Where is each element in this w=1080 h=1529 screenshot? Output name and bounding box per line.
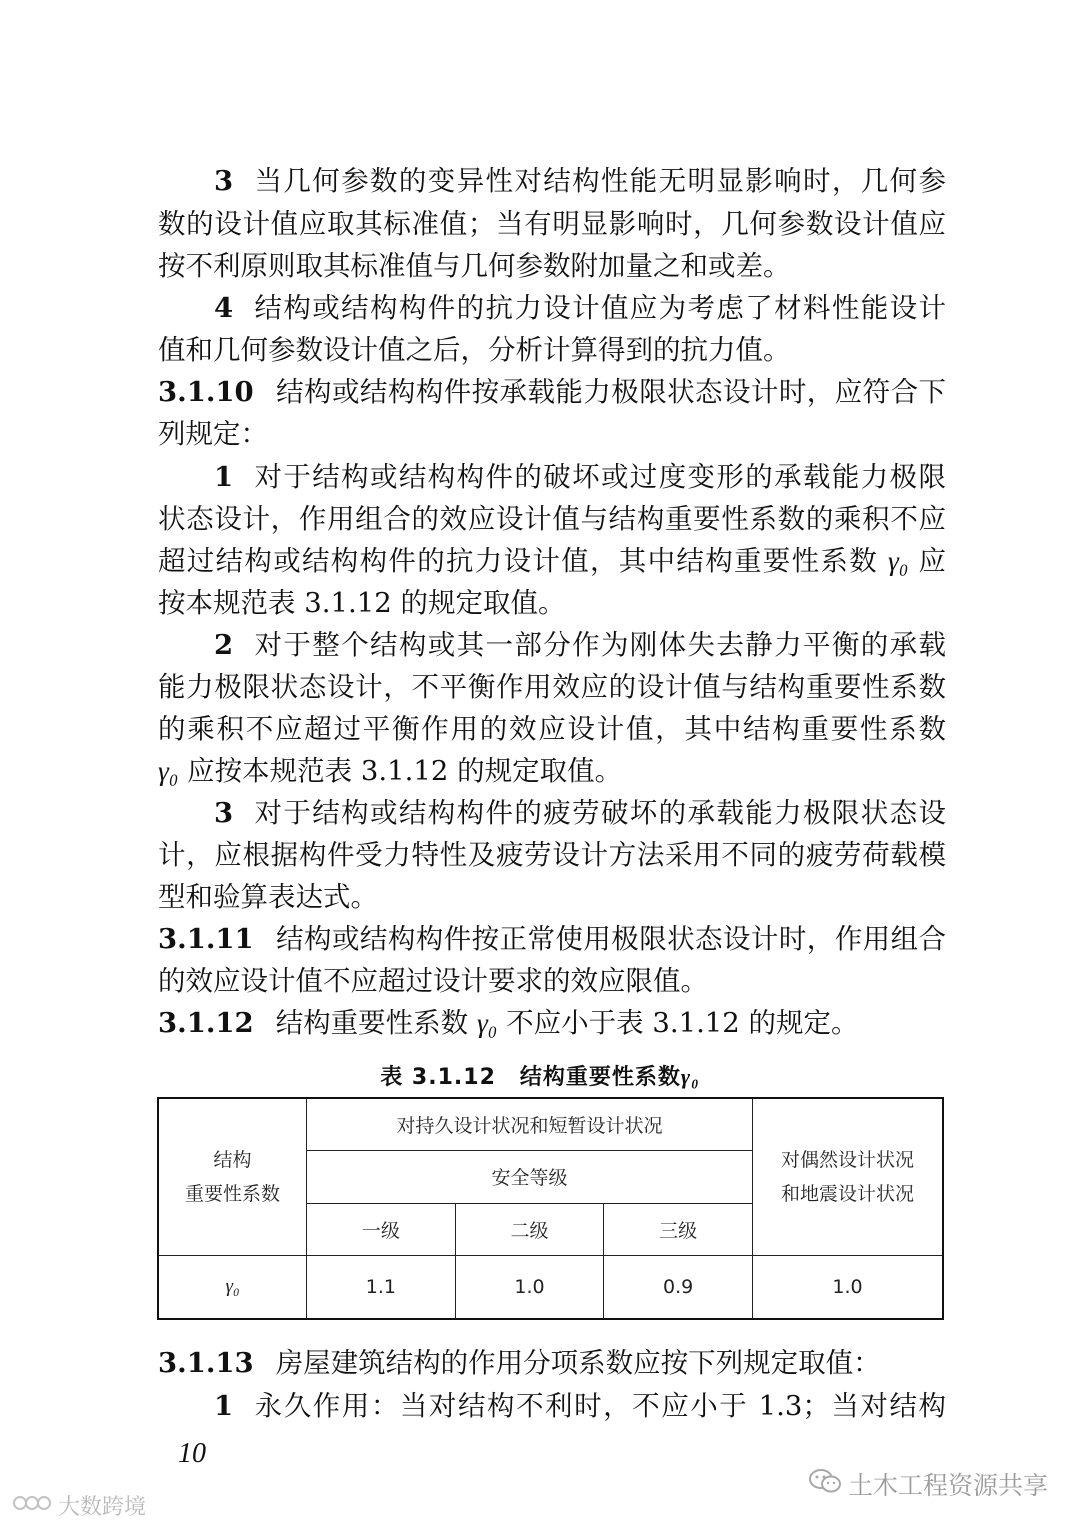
para-3-line-3: 按不利原则取其标准值与几何参数附加量之和或差。: [158, 250, 791, 282]
watermark-left-text: 大数跨境: [58, 1495, 147, 1520]
gamma-symbol: γ₀: [680, 1064, 700, 1089]
watermark-right-text: 土木工程资源共享: [847, 1471, 1048, 1500]
section-3-1-12-line-1: [158, 1002, 946, 1044]
para-3-line-1: [158, 160, 946, 202]
text: 结构或结构构件按正常使用极限状态设计时，作用组合: [275, 923, 946, 955]
logo-icon: [12, 1491, 52, 1521]
section-3-1-11-line-2: 的效应设计值不应超过设计要求的效应限值。: [158, 965, 708, 997]
table-header-row-1: [158, 1098, 943, 1150]
item-number: 1: [214, 461, 234, 493]
section-3-1-10-line-1: [158, 371, 946, 413]
grade-cell: 二级: [455, 1203, 604, 1255]
item-1-line-4: 按本规范表 3.1.12 的规定取值。: [158, 587, 566, 619]
text: 超过结构或结构构件的抗力设计值，其中结构重要性系数: [158, 545, 878, 577]
text: 房屋建筑结构的作用分项系数应按下列规定取值：: [275, 1347, 881, 1379]
item-number: 4: [214, 292, 234, 324]
item-1-line-3: [158, 540, 946, 582]
text: 对于结构或结构构件的疲劳破坏的承载能力极限状态设: [253, 797, 946, 829]
item-number: 3: [214, 797, 234, 829]
text: 结构或结构构件按承载能力极限状态设计时，应符合下: [275, 376, 946, 408]
item-2-line-3: 的乘积不应超过平衡作用的效应设计值，其中结构重要性系数: [158, 713, 946, 745]
item-2-line-4: [158, 750, 946, 792]
text: 对于结构或结构构件的破坏或过度变形的承载能力极限: [253, 461, 946, 493]
grade-cell: 一级: [307, 1203, 456, 1255]
section-3-1-13-line-1: [158, 1342, 946, 1384]
safety-header-cell: 安全等级: [307, 1150, 753, 1203]
value-cell: 1.1: [307, 1255, 456, 1319]
para-3-line-2: 数的设计值应取其标准值；当有明显影响时，几何参数设计值应: [158, 208, 946, 240]
text: 永久作用：当对结构不利时，不应小于 1.3；当对结构: [253, 1390, 946, 1422]
section-number: 3.1.10: [158, 376, 254, 408]
watermark-right: [808, 1466, 1048, 1502]
group-header-cell: 对持久设计状况和短暂设计状况: [307, 1098, 753, 1150]
table-caption: [0, 1060, 1080, 1091]
watermark-left: [12, 1490, 146, 1521]
text: 应: [918, 545, 946, 577]
row-header-cell: 结构 重要性系数: [158, 1098, 307, 1255]
section-number: 3.1.13: [158, 1347, 254, 1379]
row-label-cell: γ₀: [158, 1255, 307, 1319]
table-row: [158, 1255, 943, 1319]
value-cell: 1.0: [455, 1255, 604, 1319]
table-number: 表 3.1.12: [380, 1065, 496, 1090]
item-1-line-2: 状态设计，作用组合的效应设计值与结构重要性系数的乘积不应: [158, 503, 946, 535]
section-3-1-10-line-2: 列规定：: [158, 418, 268, 450]
section-number: 3.1.11: [158, 923, 254, 955]
section-number: 3.1.12: [158, 1007, 254, 1039]
para-4-line-1: [158, 287, 946, 329]
text: 结构或结构构件的抗力设计值应为考虑了材料性能设计: [253, 292, 946, 324]
item-3-line-3: 型和验算表达式。: [158, 881, 378, 913]
item-number: 1: [214, 1390, 234, 1422]
item-number: 2: [214, 629, 234, 661]
para-4-line-2: 值和几何参数设计值之后，分析计算得到的抗力值。: [158, 334, 791, 366]
item-number: 3: [214, 165, 234, 197]
gamma-symbol: γ₀: [888, 545, 909, 576]
gamma-symbol: γ₀: [158, 755, 179, 786]
text: 结构重要性系数: [275, 1007, 469, 1039]
item-3-line-1: [158, 792, 946, 834]
page-number: 10: [178, 1438, 206, 1469]
table-title: 结构重要性系数: [519, 1065, 681, 1090]
section-3-1-11-line-1: [158, 918, 946, 960]
value-cell: 1.0: [752, 1255, 943, 1319]
text: 对于整个结构或其一部分作为刚体失去静力平衡的承载: [253, 629, 946, 661]
value-cell: 0.9: [604, 1255, 753, 1319]
chat-bubble-icon: [808, 1467, 842, 1501]
item-2-line-2: 能力极限状态设计，不平衡作用效应的设计值与结构重要性系数: [158, 671, 946, 703]
text: 应按本规范表 3.1.12 的规定取值。: [187, 755, 623, 787]
importance-coefficient-table: [157, 1097, 944, 1320]
item-2-line-1: [158, 624, 946, 666]
item-1-permanent-line-1: [158, 1385, 946, 1427]
last-header-cell: 对偶然设计状况 和地震设计状况: [752, 1098, 943, 1255]
grade-cell: 三级: [604, 1203, 753, 1255]
item-3-line-2: 计，应根据构件受力特性及疲劳设计方法采用不同的疲劳荷载模: [158, 839, 946, 871]
text: 不应小于表 3.1.12 的规定。: [506, 1007, 859, 1039]
item-1-line-1: [158, 456, 946, 498]
gamma-symbol: γ₀: [476, 1007, 498, 1038]
text: 当几何参数的变异性对结构性能无明显影响时，几何参: [253, 165, 946, 197]
